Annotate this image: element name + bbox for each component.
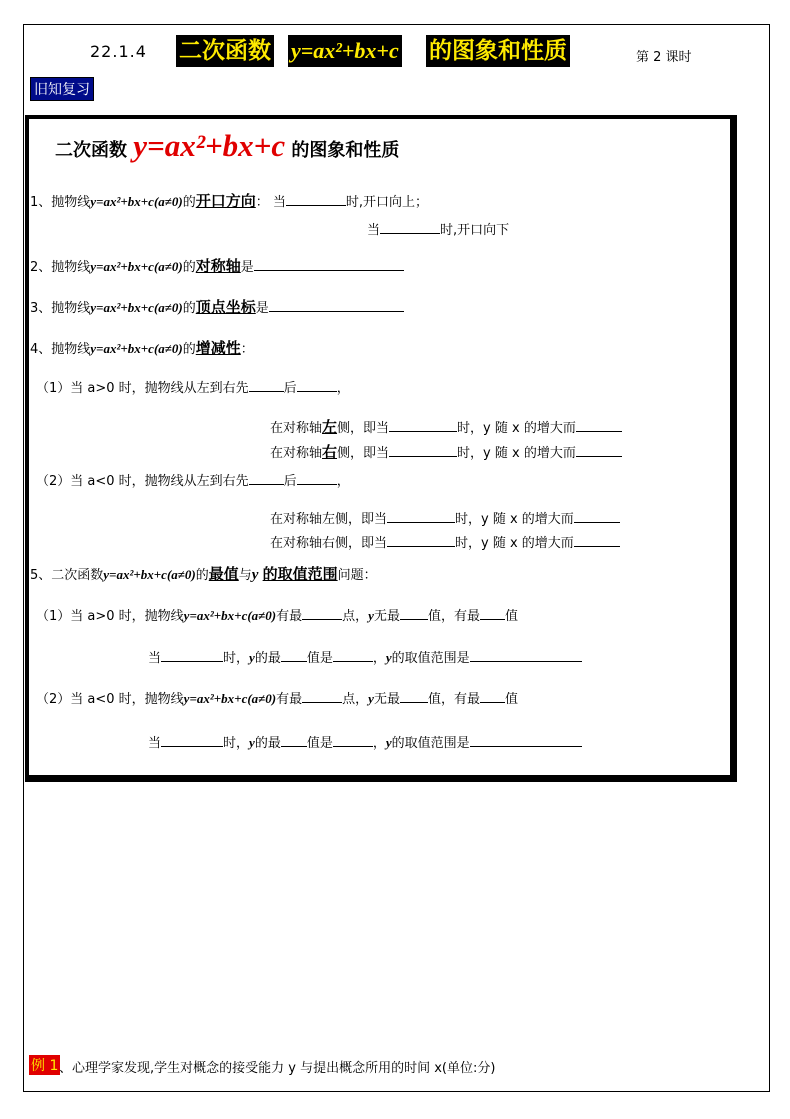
text: 无最 — [373, 692, 400, 707]
text: 有最 — [276, 692, 303, 707]
var-y: y — [249, 735, 255, 750]
blank[interactable] — [400, 690, 428, 703]
text: 1、抛物线 — [30, 195, 91, 210]
blank[interactable] — [297, 379, 337, 392]
key-term: 对称轴 — [195, 257, 241, 275]
key-term: 右 — [322, 443, 338, 461]
text: 时，y 随 x 的增大而 — [457, 446, 576, 461]
blank[interactable] — [249, 379, 284, 392]
text: 时， — [223, 736, 250, 751]
text: （2）当 a<0 时，抛物线从左到右先 — [36, 474, 249, 489]
blank[interactable] — [302, 690, 342, 703]
title-formula: y=ax²+bx+c — [288, 35, 402, 67]
blank[interactable] — [576, 444, 622, 457]
text: 有最 — [276, 609, 303, 624]
case-1 — [36, 377, 350, 396]
item-1: 1、抛物线y=ax²+bx+c(a≠0)的开口方向： 当 时,开口向上； — [30, 192, 429, 210]
blank[interactable] — [389, 419, 457, 432]
lesson-label: 第 2 课时 — [636, 50, 692, 65]
text: 3、抛物线 — [30, 301, 91, 316]
text: 与 — [238, 568, 252, 583]
text: 时，y 随 x 的增大而 — [455, 512, 574, 527]
key-term: 增减性 — [195, 339, 241, 357]
text: 值 — [504, 609, 518, 624]
item-5: 5、二次函数y=ax²+bx+c(a≠0)的最值与y 的取值范围问题： — [30, 565, 377, 583]
blank[interactable] — [302, 607, 342, 620]
blank[interactable] — [480, 690, 505, 703]
title-part-1: 二次函数 — [176, 35, 274, 67]
text: 的取值范围是 — [391, 736, 470, 751]
title-part-2: 的图象和性质 — [426, 35, 570, 67]
text: ： 当 — [255, 195, 286, 210]
formula: y=ax²+bx+c(a≠0) — [103, 567, 196, 582]
text: ， — [372, 736, 386, 751]
heading-cn: 二次函数 — [55, 140, 127, 161]
blank[interactable] — [333, 649, 373, 662]
formula: y=ax²+bx+c(a≠0) — [90, 259, 183, 274]
text: 的取值范围是 — [391, 651, 470, 666]
blank[interactable] — [470, 649, 582, 662]
text: 在对称轴 — [270, 421, 323, 436]
blank[interactable] — [574, 510, 620, 523]
text: 点， — [342, 692, 369, 707]
max-case-1 — [36, 605, 518, 624]
formula: y=ax²+bx+c(a≠0) — [183, 691, 277, 706]
text: （2）当 a<0 时，抛物线 — [36, 692, 184, 707]
case-2-right — [270, 532, 620, 551]
blank[interactable] — [297, 472, 337, 485]
blank[interactable] — [400, 607, 428, 620]
item-4: 4、抛物线y=ax²+bx+c(a≠0)的增减性： — [30, 339, 254, 357]
text: 点， — [342, 609, 369, 624]
case-2 — [36, 470, 350, 489]
formula: y=ax²+bx+c(a≠0) — [90, 341, 183, 356]
max-case-2-range — [148, 732, 582, 751]
text: 当 — [148, 651, 162, 666]
var-y: y — [368, 608, 374, 623]
blank[interactable] — [281, 734, 307, 747]
formula: y=ax²+bx+c(a≠0) — [90, 194, 183, 209]
blank[interactable] — [333, 734, 373, 747]
blank[interactable] — [389, 444, 457, 457]
text: 4、抛物线 — [30, 342, 91, 357]
text: 值，有最 — [427, 609, 480, 624]
text: 在对称轴右侧，即当 — [270, 536, 388, 551]
text: 的最 — [254, 651, 281, 666]
panel-heading — [55, 128, 399, 164]
case-1-right — [270, 441, 622, 462]
text: 侧，即当 — [337, 421, 390, 436]
review-tag: 旧知复习 — [30, 77, 94, 101]
text: 值，有最 — [427, 692, 480, 707]
key-term: 的取值范围 — [262, 565, 338, 583]
text: 时,开口向上； — [345, 195, 429, 210]
text: 侧，即当 — [337, 446, 390, 461]
text: 的最 — [254, 736, 281, 751]
var-y: y — [385, 650, 392, 665]
blank[interactable] — [480, 607, 505, 620]
text: 当 — [367, 223, 381, 238]
item-2: 2、抛物线y=ax²+bx+c(a≠0)的对称轴是 — [30, 255, 404, 276]
text: 后 — [283, 474, 297, 489]
max-case-2 — [36, 688, 518, 707]
text: 无最 — [373, 609, 400, 624]
text: （1）当 a>0 时，抛物线从左到右先 — [36, 381, 249, 396]
text: ， — [336, 381, 350, 396]
blank[interactable] — [576, 419, 622, 432]
blank[interactable] — [286, 193, 346, 206]
text: ： — [240, 342, 254, 357]
text: 当 — [148, 736, 162, 751]
blank[interactable] — [387, 534, 455, 547]
text: 是 — [240, 260, 254, 275]
text: 值 — [504, 692, 518, 707]
text: 时， — [223, 651, 250, 666]
formula: y=ax²+bx+c(a≠0) — [183, 608, 277, 623]
item-3: 3、抛物线y=ax²+bx+c(a≠0)的顶点坐标是 — [30, 296, 404, 317]
text: 值是 — [306, 736, 333, 751]
heading-rest: 的图象和性质 — [291, 140, 400, 161]
text: 时,开口向下 — [440, 223, 510, 238]
blank[interactable] — [281, 649, 307, 662]
blank[interactable] — [249, 472, 284, 485]
text: 5、二次函数 — [30, 568, 104, 583]
text: 在对称轴左侧，即当 — [270, 512, 388, 527]
heading-formula: y=ax²+bx+c — [133, 128, 286, 163]
text: 2、抛物线 — [30, 260, 91, 275]
blank[interactable] — [470, 734, 582, 747]
section-number: 22.1.4 — [90, 42, 147, 61]
var-y: y — [249, 650, 255, 665]
blank[interactable] — [380, 221, 440, 234]
var-y: y — [368, 691, 374, 706]
blank[interactable] — [387, 510, 455, 523]
case-2-left — [270, 508, 620, 527]
text: （1）当 a>0 时，抛物线 — [36, 609, 184, 624]
blank[interactable] — [254, 258, 404, 271]
example-text: 、心理学家发现,学生对概念的接受能力 y 与提出概念所用的时间 x(单位:分) — [59, 1061, 496, 1076]
case-1-left — [270, 416, 622, 437]
key-term: 开口方向 — [195, 192, 256, 210]
formula: y=ax²+bx+c(a≠0) — [90, 300, 183, 315]
key-term: 顶点坐标 — [195, 298, 256, 316]
text: 问题： — [337, 568, 377, 583]
text: 时，y 随 x 的增大而 — [455, 536, 574, 551]
var-y: y — [251, 567, 259, 583]
text: 是 — [255, 301, 269, 316]
var-y: y — [385, 735, 392, 750]
blank[interactable] — [161, 734, 223, 747]
key-term: 左 — [322, 418, 338, 436]
blank[interactable] — [574, 534, 620, 547]
blank[interactable] — [161, 649, 223, 662]
text: 时，y 随 x 的增大而 — [457, 421, 576, 436]
text: 值是 — [306, 651, 333, 666]
blank[interactable] — [269, 299, 404, 312]
example-tag: 例 1 — [29, 1055, 60, 1075]
key-term: 最值 — [208, 565, 239, 583]
item-1-line-2 — [367, 219, 509, 238]
max-case-1-range — [148, 647, 582, 666]
text: 在对称轴 — [270, 446, 323, 461]
text: ， — [336, 474, 350, 489]
text: 后 — [283, 381, 297, 396]
text: ， — [372, 651, 386, 666]
